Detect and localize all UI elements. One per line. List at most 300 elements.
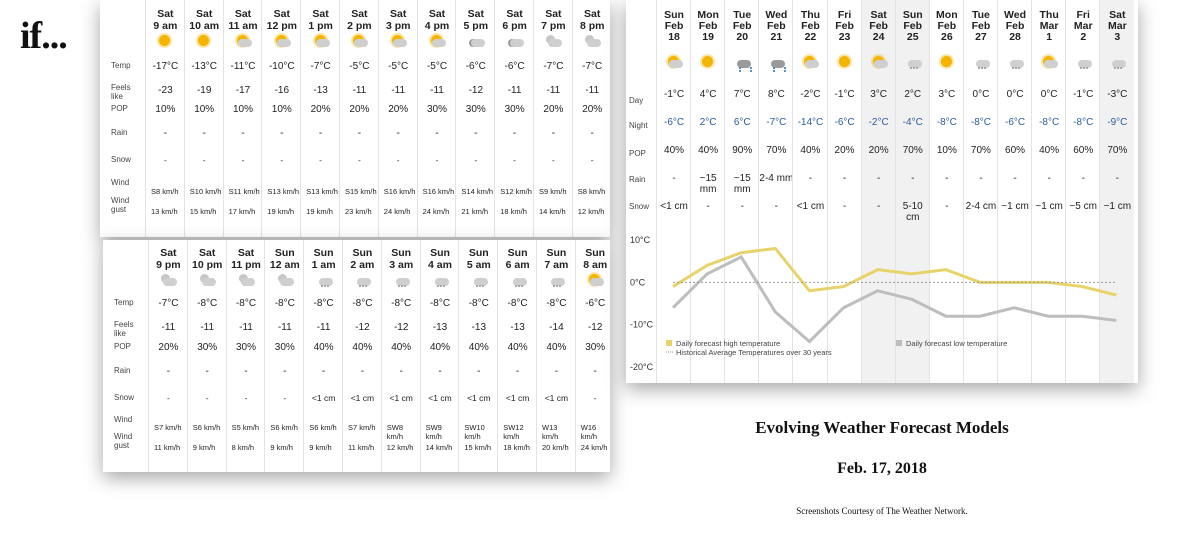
- day-pop: 70%: [766, 145, 787, 156]
- legend-label: Historical Average Temperatures over 30 years: [676, 348, 832, 357]
- hour-day: Sat: [237, 247, 255, 259]
- hour-temp: -10°C: [268, 61, 295, 72]
- hour-column: [223, 0, 263, 237]
- hour-column: [455, 0, 495, 237]
- daily-forecast-panel: [626, 0, 1138, 383]
- day-date: 28: [1009, 31, 1021, 43]
- moon-cloud-icon: [583, 34, 601, 48]
- day-date: 20: [736, 31, 749, 43]
- day-date: 18: [668, 31, 680, 43]
- day-snow: -: [945, 201, 949, 212]
- day-month: Feb: [869, 20, 888, 32]
- day-of-week: Tue: [971, 9, 990, 21]
- hour-column: [536, 240, 576, 472]
- hour-wind-gust: 19 km/h: [267, 207, 295, 216]
- hour-time: 3 am: [389, 259, 414, 271]
- day-rain: 2-4 mm: [759, 173, 794, 184]
- day-pop: 40%: [664, 145, 685, 156]
- hour-temp: -8°C: [313, 298, 334, 309]
- hour-day: Sat: [160, 247, 177, 259]
- hour-wind: S6 km/h: [309, 423, 337, 432]
- y-tick-label: -10°C: [630, 319, 654, 330]
- hour-snow: -: [590, 155, 594, 165]
- hour-snow: <1 cm: [544, 393, 569, 403]
- hour-feels-like: -19: [196, 85, 212, 96]
- day-snow: <1 cm: [796, 201, 825, 212]
- hour-snow: <1 cm: [467, 393, 491, 403]
- night-low: -8°C: [1073, 117, 1094, 128]
- hour-temp: -8°C: [274, 298, 295, 309]
- hour-feels-like: -11: [430, 85, 444, 96]
- caption-date: Feb. 17, 2018: [837, 460, 927, 477]
- day-date: 27: [975, 31, 987, 43]
- hour-column: [575, 240, 610, 472]
- hour-pop: 40%: [313, 342, 334, 353]
- day-of-week: Mon: [936, 9, 958, 21]
- day-high: 7°C: [733, 89, 751, 100]
- hour-column: [572, 0, 610, 237]
- moon-cloud-icon: [198, 273, 216, 287]
- day-date: 26: [941, 31, 953, 43]
- legend-label: Daily forecast low temperature: [906, 339, 1008, 348]
- hour-wind-gust: 9 km/h: [270, 443, 293, 452]
- hour-snow: -: [396, 155, 400, 165]
- day-snow: <1 cm: [660, 201, 688, 212]
- hour-time: 9 am: [153, 20, 178, 32]
- hour-wind-gust: 12 km/h: [386, 443, 414, 452]
- hour-feels-like: -11: [585, 85, 600, 96]
- hour-day: Sat: [157, 8, 174, 20]
- day-high: 0°C: [1040, 89, 1058, 100]
- hour-wind: W16 km/h: [580, 423, 598, 441]
- night-low: -7°C: [766, 117, 787, 128]
- hour-snow: -: [319, 155, 322, 165]
- hour-wind: S11 km/h: [228, 187, 260, 196]
- hour-column: [342, 240, 382, 472]
- day-high: 2°C: [904, 89, 922, 100]
- hour-day: Sun: [546, 247, 567, 259]
- hour-wind-gust: 24 km/h: [580, 443, 608, 452]
- hour-time: 8 am: [583, 259, 608, 271]
- hour-rain: -: [166, 366, 171, 377]
- day-month: Feb: [903, 20, 923, 32]
- day-snow: -: [842, 201, 847, 212]
- hour-time: 1 am: [311, 259, 336, 271]
- day-snow: ~1 cm: [1001, 201, 1029, 212]
- hour-rain: -: [357, 128, 362, 139]
- hour-wind-gust: 12 km/h: [577, 207, 605, 216]
- row-label-gust: Wind gust: [114, 432, 133, 450]
- hour-day: Sat: [584, 8, 601, 20]
- night-low: -6°C: [1004, 117, 1026, 128]
- hour-time: 2 pm: [347, 20, 372, 32]
- hour-temp: -11°C: [230, 61, 256, 72]
- hour-day: Sat: [428, 8, 446, 20]
- day-snow: ~1 cm: [1035, 201, 1063, 212]
- hour-wind-gust: 18 km/h: [503, 443, 530, 452]
- day-snow: 5-10 cm: [902, 201, 923, 223]
- day-of-week: Sat: [1109, 9, 1126, 21]
- hour-day: Sun: [430, 247, 450, 259]
- day-pop: 70%: [902, 145, 923, 156]
- day-date: 21: [770, 31, 783, 43]
- hour-snow: -: [474, 155, 478, 165]
- hour-day: Sun: [274, 247, 295, 259]
- snow-icon: [431, 273, 449, 287]
- day-snow: 2-4 cm: [965, 201, 997, 212]
- hour-feels-like: -11: [546, 85, 561, 96]
- daily-row-label-snow: Snow: [629, 202, 650, 211]
- day-rain: -: [672, 173, 676, 184]
- day-month: Feb: [698, 20, 718, 32]
- legend-label: Daily forecast high temperature: [676, 339, 781, 348]
- hour-rain: -: [435, 128, 439, 139]
- hour-wind: SW8 km/h: [386, 423, 404, 441]
- row-label-wind: Wind: [114, 415, 133, 424]
- hour-day: Sun: [468, 247, 489, 259]
- hour-feels-like: -11: [352, 85, 367, 96]
- night-low: -14°C: [797, 117, 824, 128]
- hour-temp: -8°C: [352, 298, 373, 309]
- hour-wind-gust: 24 km/h: [422, 207, 450, 216]
- hour-pop: 20%: [349, 104, 370, 115]
- hour-wind-gust: 17 km/h: [228, 207, 256, 216]
- hour-wind: S16 km/h: [422, 187, 455, 196]
- day-month: Mar: [1039, 20, 1059, 32]
- hour-feels-like: -11: [200, 322, 215, 333]
- hour-rain: -: [244, 366, 248, 377]
- hour-column: [420, 240, 460, 472]
- hour-rain: -: [399, 366, 403, 377]
- snow-icon: [353, 273, 371, 287]
- hour-wind: S9 km/h: [539, 187, 567, 196]
- hour-wind: SW10 km/h: [464, 423, 485, 441]
- day-month: Feb: [732, 20, 752, 32]
- day-of-week: Sun: [902, 9, 923, 21]
- day-month: Feb: [1005, 20, 1025, 32]
- day-date: 3: [1114, 31, 1121, 43]
- moon-cloud-icon: [544, 34, 562, 48]
- night-low: -8°C: [1039, 117, 1060, 128]
- hour-temp: -17°C: [152, 61, 179, 72]
- hour-snow: -: [163, 155, 167, 165]
- snow-icon: [547, 273, 565, 287]
- day-snow: -: [876, 201, 881, 212]
- y-tick-label: 10°C: [630, 235, 651, 245]
- day-high: -1°C: [1073, 89, 1094, 100]
- day-of-week: Tue: [733, 9, 752, 21]
- hour-time: 7 pm: [541, 20, 566, 32]
- hour-day: Sat: [351, 8, 368, 20]
- hour-column: [339, 0, 379, 237]
- snow-icon: [392, 273, 410, 287]
- moon-cloud-icon: [159, 273, 177, 287]
- day-date: 25: [906, 31, 919, 43]
- day-date: 23: [838, 31, 851, 43]
- night-low: -8°C: [970, 117, 991, 128]
- hour-column: [303, 240, 343, 472]
- hour-wind: S7 km/h: [154, 423, 182, 432]
- hour-wind: S8 km/h: [577, 187, 606, 196]
- hour-snow: <1 cm: [389, 393, 413, 403]
- hour-time: 4 pm: [424, 20, 450, 32]
- hour-snow: <1 cm: [505, 393, 530, 403]
- hour-day: Sun: [585, 247, 606, 259]
- hour-temp: -8°C: [391, 298, 412, 309]
- hour-snow: <1 cm: [350, 393, 375, 403]
- day-rain: ~15 mm: [733, 173, 751, 195]
- snow-icon: [315, 273, 333, 287]
- night-low: -8°C: [936, 117, 957, 128]
- hour-time: 5 pm: [463, 20, 489, 32]
- hour-rain: -: [360, 366, 365, 377]
- hour-rain: -: [590, 128, 594, 139]
- hour-time: 2 am: [350, 259, 375, 271]
- night-low: -2°C: [868, 117, 889, 128]
- hour-snow: -: [357, 155, 361, 165]
- row-label-pop: POP: [114, 342, 131, 351]
- hour-snow: <1 cm: [428, 393, 452, 403]
- hour-snow: -: [166, 393, 170, 403]
- hour-column: [300, 0, 340, 237]
- night-low: 2°C: [699, 117, 717, 128]
- hour-temp: -7°C: [310, 61, 331, 72]
- night-low: -9°C: [1107, 117, 1128, 128]
- snow-icon: [509, 273, 527, 287]
- hour-time: 6 pm: [502, 20, 527, 32]
- hour-feels-like: -13: [510, 322, 525, 333]
- hour-pop: 20%: [158, 342, 179, 353]
- hour-pop: 30%: [235, 342, 256, 353]
- sun-cloud-icon: [428, 34, 446, 48]
- row-label-pop: POP: [111, 104, 128, 113]
- moon-cloud-icon: [276, 273, 294, 287]
- hour-day: Sat: [234, 8, 252, 20]
- hour-column: [145, 0, 185, 237]
- hour-wind: W13 km/h: [542, 423, 559, 441]
- day-pop: 10%: [936, 145, 957, 156]
- hour-wind: SW9 km/h: [425, 423, 442, 441]
- hour-temp: -7°C: [543, 61, 564, 72]
- hour-wind: S14 km/h: [461, 187, 494, 196]
- hour-column: [261, 0, 301, 237]
- row-label-temp: Temp: [111, 61, 131, 70]
- caption-title: Evolving Weather Forecast Models: [755, 418, 1009, 437]
- hour-day: Sat: [196, 8, 213, 20]
- hour-feels-like: -13: [313, 85, 328, 96]
- hour-temp: -8°C: [468, 298, 489, 309]
- hour-feels-like: -12: [355, 322, 370, 333]
- hour-snow: -: [551, 155, 555, 165]
- legend-swatch: [666, 340, 672, 346]
- sun-cloud-icon: [312, 34, 330, 48]
- hour-rain: -: [280, 128, 284, 139]
- hour-wind: S6 km/h: [192, 423, 221, 432]
- hour-feels-like: -11: [161, 322, 176, 333]
- hour-wind: S7 km/h: [348, 423, 376, 432]
- daily-row-label-night: Night: [629, 121, 648, 130]
- hour-temp: -6°C: [504, 61, 525, 72]
- hour-snow: -: [593, 393, 597, 403]
- hour-wind-gust: 21 km/h: [461, 207, 489, 216]
- sun-cloud-icon: [586, 273, 604, 287]
- day-snow: -: [740, 201, 744, 212]
- day-date: 19: [702, 31, 714, 43]
- hour-wind-gust: 15 km/h: [189, 207, 217, 216]
- hour-day: Sat: [199, 247, 216, 259]
- hour-time: 11 am: [228, 20, 258, 32]
- sun-cloud-icon: [273, 34, 291, 48]
- day-rain: ~15 mm: [699, 173, 717, 195]
- hour-feels-like: -13: [471, 322, 487, 333]
- row-label-rain: Rain: [111, 128, 128, 137]
- hour-rain: -: [163, 128, 168, 139]
- hour-column: [458, 240, 498, 472]
- hour-pop: 20%: [543, 104, 564, 115]
- hour-snow: -: [241, 155, 245, 165]
- snow-icon: [470, 273, 488, 287]
- row-label-gust: Wind gust: [111, 196, 130, 214]
- day-pop: 70%: [970, 145, 991, 156]
- day-pop: 40%: [1039, 145, 1060, 156]
- hour-wind-gust: 24 km/h: [383, 207, 411, 216]
- hour-time: 12 pm: [266, 20, 297, 32]
- hour-temp: -13°C: [191, 61, 218, 72]
- moon-cloud-icon: [237, 273, 255, 287]
- day-rain: -: [1013, 173, 1017, 184]
- hour-wind: S10 km/h: [189, 187, 222, 196]
- day-rain: -: [1047, 173, 1051, 184]
- hour-pop: 10%: [271, 104, 292, 115]
- hour-wind-gust: 14 km/h: [425, 443, 453, 452]
- hour-wind: S16 km/h: [383, 187, 416, 196]
- hour-time: 10 am: [189, 20, 220, 32]
- hour-column: [226, 240, 266, 472]
- night-low: 6°C: [733, 117, 751, 128]
- row-label-wind: Wind: [111, 178, 130, 187]
- hour-pop: 10%: [194, 104, 215, 115]
- hour-snow: -: [280, 155, 284, 165]
- hour-column: [417, 0, 457, 237]
- hour-day: Sun: [313, 247, 334, 259]
- hour-column: [494, 0, 534, 237]
- hour-pop: 30%: [504, 104, 525, 115]
- hour-time: 12 am: [269, 259, 300, 271]
- row-label-rain: Rain: [114, 366, 131, 375]
- row-label-feels: Feels like: [114, 320, 134, 338]
- hour-temp: -8°C: [507, 298, 528, 309]
- hour-rain: -: [551, 128, 556, 139]
- hour-rain: -: [205, 366, 209, 377]
- day-high: 0°C: [972, 89, 990, 100]
- day-date: 24: [872, 31, 885, 43]
- day-snow: ~5 cm: [1069, 201, 1097, 212]
- day-of-week: Fri: [1076, 9, 1090, 21]
- day-high: -1°C: [834, 89, 855, 100]
- day-rain: -: [876, 173, 881, 184]
- hour-pop: 40%: [429, 342, 450, 353]
- hour-rain: -: [512, 128, 517, 139]
- day-snow: ~1 cm: [1103, 201, 1132, 212]
- row-label-feels: Feels like: [111, 83, 131, 101]
- hour-time: 7 am: [544, 259, 569, 271]
- hour-snow: -: [283, 393, 287, 403]
- day-high: -1°C: [663, 89, 685, 100]
- hour-pop: 10%: [155, 104, 176, 115]
- day-month: Mar: [1073, 20, 1093, 32]
- hour-feels-like: -16: [274, 85, 290, 96]
- day-of-week: Thu: [1039, 9, 1059, 21]
- hour-wind-gust: 15 km/h: [464, 443, 492, 452]
- day-pop: 40%: [698, 145, 719, 156]
- daily-row-label-pop: POP: [629, 149, 646, 158]
- day-high: -3°C: [1107, 89, 1128, 100]
- hour-rain: -: [554, 366, 559, 377]
- hour-feels-like: -11: [316, 322, 331, 333]
- day-pop: 20%: [834, 145, 855, 156]
- hour-time: 4 am: [428, 259, 452, 271]
- hour-rain: -: [396, 128, 400, 139]
- hour-pop: 10%: [232, 104, 253, 115]
- sun-cloud-icon: [234, 34, 252, 48]
- hour-snow: -: [205, 393, 209, 403]
- hour-wind: SW12 km/h: [503, 423, 524, 441]
- day-month: Feb: [971, 20, 991, 32]
- hour-temp: -8°C: [197, 298, 218, 309]
- hour-feels-like: -12: [587, 322, 603, 333]
- cloud-icon: [467, 34, 485, 48]
- hour-column: [264, 240, 304, 472]
- day-pop: 90%: [732, 145, 753, 156]
- hour-day: Sun: [507, 247, 528, 259]
- hour-wind: S13 km/h: [306, 187, 338, 196]
- legend-swatch: [896, 340, 902, 346]
- sun-cloud-icon: [389, 34, 407, 48]
- day-rain: -: [1115, 173, 1120, 184]
- hour-temp: -5°C: [349, 61, 370, 72]
- day-rain: -: [808, 173, 813, 184]
- day-of-week: Thu: [800, 9, 821, 21]
- hour-feels-like: -12: [393, 322, 409, 333]
- day-rain: -: [945, 173, 949, 184]
- hourly-forecast-panel-night: [103, 240, 610, 472]
- day-of-week: Fri: [837, 9, 852, 21]
- hour-pop: 30%: [465, 104, 486, 115]
- hour-column: [533, 0, 573, 237]
- hour-feels-like: -12: [468, 85, 484, 96]
- row-label-temp: Temp: [114, 298, 134, 307]
- hour-time: 3 pm: [385, 20, 411, 32]
- hour-wind: S12 km/h: [500, 187, 532, 196]
- day-snow: -: [774, 201, 779, 212]
- day-month: Feb: [767, 20, 786, 32]
- hour-feels-like: -17: [235, 85, 251, 96]
- hour-snow: -: [202, 155, 206, 165]
- day-month: Mar: [1108, 20, 1127, 32]
- day-pop: 60%: [1073, 145, 1094, 156]
- hour-rain: -: [318, 128, 323, 139]
- hour-pop: 40%: [546, 342, 567, 353]
- day-rain: -: [842, 173, 847, 184]
- sun-cloud-icon: [350, 34, 368, 48]
- hour-wind: S5 km/h: [231, 423, 260, 432]
- day-high: 4°C: [699, 89, 717, 100]
- day-pop: 60%: [1005, 145, 1026, 156]
- hour-column: [497, 240, 537, 472]
- hour-column: [381, 240, 421, 472]
- hour-snow: -: [513, 155, 516, 165]
- hour-temp: -7°C: [158, 298, 179, 309]
